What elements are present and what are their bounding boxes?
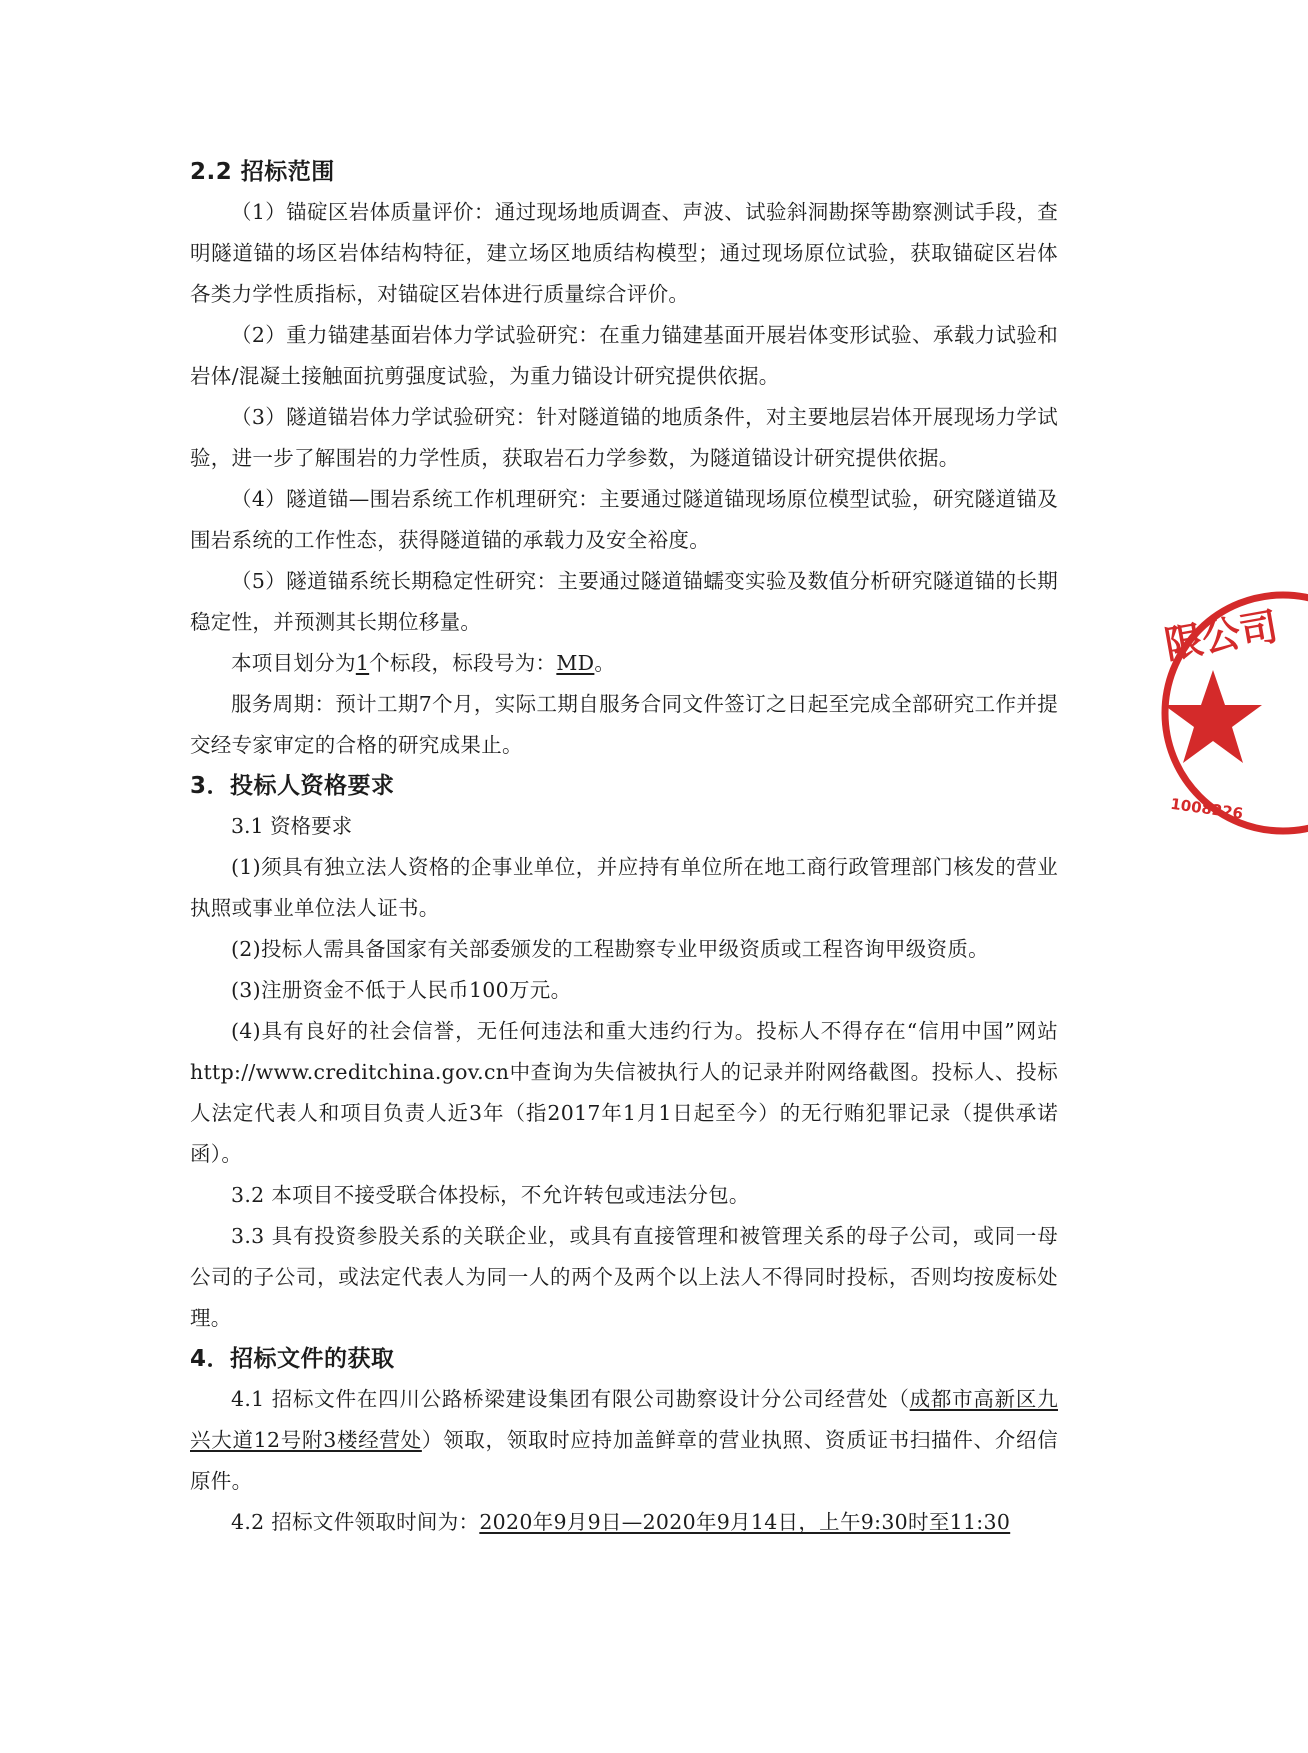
section-4-2-prefix: 4.2 招标文件领取时间为： [231, 1510, 480, 1534]
section-3-2: 3.2 本项目不接受联合体投标，不允许转包或违法分包。 [231, 1183, 750, 1207]
scope-item-2: （2）重力锚建基面岩体力学试验研究：在重力锚建基面开展岩体变形试验、承载力试验和岩体/混凝土接触面抗剪强度试验，为重力锚设计研究提供依据。 [190, 323, 1058, 388]
scope-item-5: （5）隧道锚系统长期稳定性研究：主要通过隧道锚蠕变实验及数值分析研究隧道锚的长期稳定性，并预测其长期位移量。 [190, 569, 1058, 634]
sections-line [190, 643, 1058, 684]
qualification-item-4: (4)具有良好的社会信誉，无任何违法和重大违约行为。投标人不得存在“信用中国”网站http://www.creditchina.gov.cn中查询为失信被执行人的记录并附网络截图。投标人、投标人法定代表人和项目负责人近3年（指2017年1月1日起至今）的无行贿犯罪记录（提供承诺函）。 [190, 1019, 1058, 1166]
section-4-2 [190, 1502, 1058, 1543]
section-4-2-time: 2020年9月9日—2020年9月14日，上午9:30时至11:30 [479, 1510, 1011, 1534]
qualification-item-1: (1)须具有独立法人资格的企事业单位，并应持有单位所在地工商行政管理部门核发的营业执照或事业单位法人证书。 [190, 855, 1058, 920]
sections-count: 1 [355, 651, 370, 675]
section-2-2-heading: 2.2 招标范围 [190, 159, 335, 185]
section-3-1-heading: 3.1 资格要求 [231, 814, 353, 838]
seal-number: 1008226 [1169, 794, 1245, 823]
seal-star-icon [1164, 670, 1262, 763]
section-4-heading: 4．招标文件的获取 [190, 1346, 395, 1372]
qualification-item-3: (3)注册资金不低于人民币100万元。 [231, 978, 572, 1002]
scope-item-4: （4）隧道锚—围岩系统工作机理研究：主要通过隧道锚现场原位模型试验，研究隧道锚及围岩系统的工作性态，获得隧道锚的承载力及安全裕度。 [190, 487, 1058, 552]
sections-code: MD [556, 651, 595, 675]
section-4-1-suffix: ）领取，领取时应持加盖鲜章的营业执照、资质证书扫描件、介绍信原件。 [190, 1428, 1058, 1493]
service-period: 服务周期：预计工期7个月，实际工期自服务合同文件签订之日起至完成全部研究工作并提交经专家审定的合格的研究成果止。 [190, 692, 1058, 757]
qualification-item-2: (2)投标人需具备国家有关部委颁发的工程勘察专业甲级资质或工程咨询甲级资质。 [231, 937, 989, 961]
section-4-1-address: 成都市高新区九兴大道12号附3楼经营处 [190, 1387, 1058, 1452]
scope-item-3: （3）隧道锚岩体力学试验研究：针对隧道锚的地质条件，对主要地层岩体开展现场力学试验，进一步了解围岩的力学性质，获取岩石力学参数，为隧道锚设计研究提供依据。 [190, 405, 1058, 470]
seal-text: 限公司 [1161, 604, 1282, 668]
company-seal-icon [1158, 588, 1308, 838]
sections-suffix: 。 [594, 651, 616, 675]
sections-prefix: 本项目划分为 [231, 651, 356, 675]
section-4-1 [190, 1379, 1058, 1502]
section-4-1-prefix: 4.1 招标文件在四川公路桥梁建设集团有限公司勘察设计分公司经营处（ [231, 1387, 910, 1411]
section-3-3: 3.3 具有投资参股关系的关联企业，或具有直接管理和被管理关系的母子公司，或同一母公司的子公司，或法定代表人为同一人的两个及两个以上法人不得同时投标，否则均按废标处理。 [190, 1224, 1058, 1330]
page-content [190, 152, 1058, 1543]
scope-item-1: （1）锚碇区岩体质量评价：通过现场地质调查、声波、试验斜洞勘探等勘察测试手段，查明隧道锚的场区岩体结构特征，建立场区地质结构模型；通过现场原位试验，获取锚碇区岩体各类力学性质指标，对锚碇区岩体进行质量综合评价。 [190, 200, 1058, 306]
sections-middle: 个标段，标段号为： [369, 651, 557, 675]
section-3-heading: 3．投标人资格要求 [190, 773, 395, 799]
